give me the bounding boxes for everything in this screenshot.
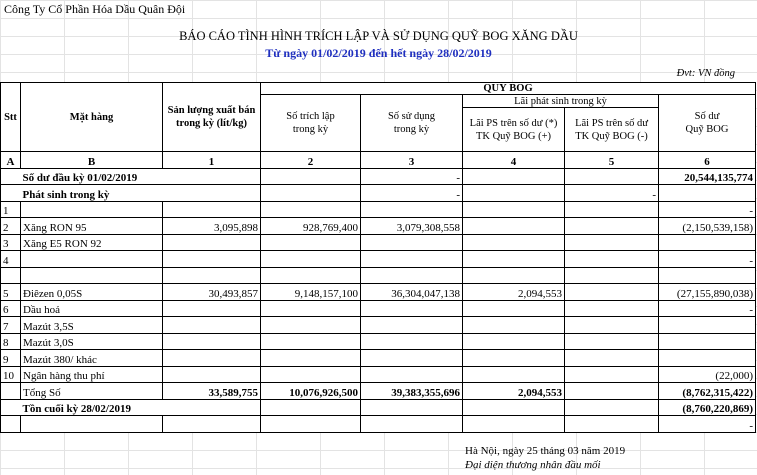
header-mat-hang: Mặt hàng <box>21 83 163 152</box>
used-cell <box>361 317 463 334</box>
index-row <box>1 152 756 169</box>
arising-label: Phát sinh trong kỳ <box>21 185 261 202</box>
index-cell: 6 <box>659 152 756 169</box>
stt-cell: 4 <box>1 251 21 268</box>
total-balance: (8,762,315,422) <box>659 383 756 400</box>
volume-cell <box>163 350 261 367</box>
table-row <box>1 366 756 383</box>
volume-cell <box>163 267 261 284</box>
interest-plus-cell <box>463 251 565 268</box>
closing-label: Tồn cuối kỳ 28/02/2019 <box>21 399 261 416</box>
interest-minus-cell <box>565 300 659 317</box>
stt-cell: 10 <box>1 366 21 383</box>
index-cell: 3 <box>361 152 463 169</box>
balance-cell <box>659 333 756 350</box>
balance-cell <box>659 317 756 334</box>
volume-cell <box>163 300 261 317</box>
used-cell <box>361 366 463 383</box>
used-cell <box>361 300 463 317</box>
header-so-su-dung: Số sử dụng trong kỳ <box>361 95 463 152</box>
stt-cell: 9 <box>1 350 21 367</box>
after-closing-row <box>1 416 756 433</box>
arising-minus: - <box>565 185 659 202</box>
table-row <box>1 251 756 268</box>
stt-cell: 8 <box>1 333 21 350</box>
header-lai-ps-plus: Lãi PS trên số dư (*) TK Quỹ BOG (+) <box>463 108 565 152</box>
interest-plus-cell <box>463 317 565 334</box>
balance-cell <box>659 350 756 367</box>
interest-plus-cell <box>463 350 565 367</box>
allocated-cell <box>261 267 361 284</box>
interest-minus-cell <box>565 251 659 268</box>
header-so-du: Số dư Quỹ BOG <box>659 95 756 152</box>
item-name: Dầu hoả <box>21 300 163 317</box>
volume-cell: 3,095,898 <box>163 218 261 235</box>
item-name: Mazút 380/ khác <box>21 350 163 367</box>
interest-minus-cell <box>565 284 659 301</box>
volume-cell: 30,493,857 <box>163 284 261 301</box>
used-cell <box>361 251 463 268</box>
total-row <box>1 383 756 400</box>
volume-cell <box>163 333 261 350</box>
header-san-luong: Sản lượng xuất bán trong kỳ (lít/kg) <box>163 83 261 152</box>
item-name <box>21 267 163 284</box>
total-used: 39,383,355,696 <box>361 383 463 400</box>
interest-minus-cell <box>565 317 659 334</box>
closing-row <box>1 399 756 416</box>
closing-balance: (8,760,220,869) <box>659 399 756 416</box>
arising-row <box>1 185 756 202</box>
opening-balance: 20,544,135,774 <box>659 168 756 185</box>
representative: Đại diện thương nhân đầu mối <box>465 459 601 471</box>
allocated-cell <box>261 234 361 251</box>
interest-minus-cell <box>565 267 659 284</box>
item-name <box>21 201 163 218</box>
allocated-cell <box>261 300 361 317</box>
index-cell: 4 <box>463 152 565 169</box>
used-cell: 36,304,047,138 <box>361 284 463 301</box>
item-name: Xăng E5 RON 92 <box>21 234 163 251</box>
item-name: Mazút 3,0S <box>21 333 163 350</box>
stt-cell: 7 <box>1 317 21 334</box>
index-cell: 1 <box>163 152 261 169</box>
stt-cell: 2 <box>1 218 21 235</box>
header-so-trich-lap: Số trích lập trong kỳ <box>261 95 361 152</box>
table-row <box>1 284 756 301</box>
balance-cell: - <box>659 251 756 268</box>
interest-minus-cell <box>565 234 659 251</box>
header-lai-phat-sinh: Lãi phát sinh trong kỳ <box>463 95 659 108</box>
used-cell <box>361 267 463 284</box>
allocated-cell <box>261 366 361 383</box>
interest-plus-cell <box>463 300 565 317</box>
stt-cell: 5 <box>1 284 21 301</box>
index-cell: 2 <box>261 152 361 169</box>
index-cell: B <box>21 152 163 169</box>
arising-used: - <box>361 185 463 202</box>
table-row <box>1 201 756 218</box>
index-cell: 5 <box>565 152 659 169</box>
total-volume: 33,589,755 <box>163 383 261 400</box>
header-stt: Stt <box>1 83 21 152</box>
allocated-cell <box>261 201 361 218</box>
balance-cell: (2,150,539,158) <box>659 218 756 235</box>
balance-cell: - <box>659 300 756 317</box>
stt-cell: 3 <box>1 234 21 251</box>
header-quy-bog: QUỸ BOG <box>261 83 756 95</box>
currency-unit: Đvt: VN đồng <box>676 68 735 79</box>
table-row <box>1 350 756 367</box>
item-name: Điêzen 0,05S <box>21 284 163 301</box>
allocated-cell <box>261 251 361 268</box>
total-allocated: 10,076,926,500 <box>261 383 361 400</box>
interest-plus-cell <box>463 218 565 235</box>
balance-cell: (22,000) <box>659 366 756 383</box>
company-name: Công Ty Cổ Phần Hóa Dầu Quân Đội <box>4 2 186 16</box>
after-closing-balance: - <box>659 416 756 433</box>
interest-minus-cell <box>565 366 659 383</box>
interest-plus-cell <box>463 267 565 284</box>
used-cell <box>361 201 463 218</box>
opening-balance-row <box>1 168 756 185</box>
interest-plus-cell <box>463 366 565 383</box>
bog-fund-table <box>0 82 756 433</box>
report-period: Từ ngày 01/02/2019 đến hết ngày 28/02/2019 <box>265 46 492 60</box>
interest-minus-cell <box>565 333 659 350</box>
volume-cell <box>163 251 261 268</box>
interest-plus-cell <box>463 234 565 251</box>
used-cell: 3,079,308,558 <box>361 218 463 235</box>
interest-minus-cell <box>565 201 659 218</box>
item-name: Xăng RON 95 <box>21 218 163 235</box>
balance-cell: - <box>659 201 756 218</box>
table-row <box>1 300 756 317</box>
total-interest-minus <box>565 383 659 400</box>
allocated-cell: 9,148,157,100 <box>261 284 361 301</box>
interest-plus-cell <box>463 333 565 350</box>
stt-cell: 1 <box>1 201 21 218</box>
interest-minus-cell <box>565 218 659 235</box>
balance-cell <box>659 234 756 251</box>
used-cell <box>361 333 463 350</box>
used-cell <box>361 350 463 367</box>
opening-used: - <box>361 168 463 185</box>
header-lai-ps-minus: Lãi PS trên số dư TK Quỹ BOG (-) <box>565 108 659 152</box>
balance-cell: (27,155,890,038) <box>659 284 756 301</box>
table-row <box>1 234 756 251</box>
table-row <box>1 267 756 284</box>
index-cell: A <box>1 152 21 169</box>
item-name: Ngân hàng thu phí <box>21 366 163 383</box>
volume-cell <box>163 201 261 218</box>
interest-plus-cell: 2,094,553 <box>463 284 565 301</box>
table-row <box>1 317 756 334</box>
volume-cell <box>163 366 261 383</box>
total-label: Tổng Số <box>21 383 163 400</box>
allocated-cell: 928,769,400 <box>261 218 361 235</box>
report-title: BÁO CÁO TÌNH HÌNH TRÍCH LẬP VÀ SỬ DỤNG QUỸ BOG XĂNG DẦU <box>179 29 578 43</box>
table-row <box>1 333 756 350</box>
balance-cell <box>659 267 756 284</box>
item-name <box>21 251 163 268</box>
volume-cell <box>163 317 261 334</box>
place-date: Hà Nội, ngày 25 tháng 03 năm 2019 <box>465 445 626 457</box>
interest-plus-cell <box>463 201 565 218</box>
item-name: Mazút 3,5S <box>21 317 163 334</box>
table-row <box>1 218 756 235</box>
allocated-cell <box>261 350 361 367</box>
allocated-cell <box>261 317 361 334</box>
interest-minus-cell <box>565 350 659 367</box>
used-cell <box>361 234 463 251</box>
opening-label: Số dư đầu kỳ 01/02/2019 <box>21 168 261 185</box>
volume-cell <box>163 234 261 251</box>
stt-cell <box>1 267 21 284</box>
total-interest-plus: 2,094,553 <box>463 383 565 400</box>
stt-cell: 6 <box>1 300 21 317</box>
allocated-cell <box>261 333 361 350</box>
